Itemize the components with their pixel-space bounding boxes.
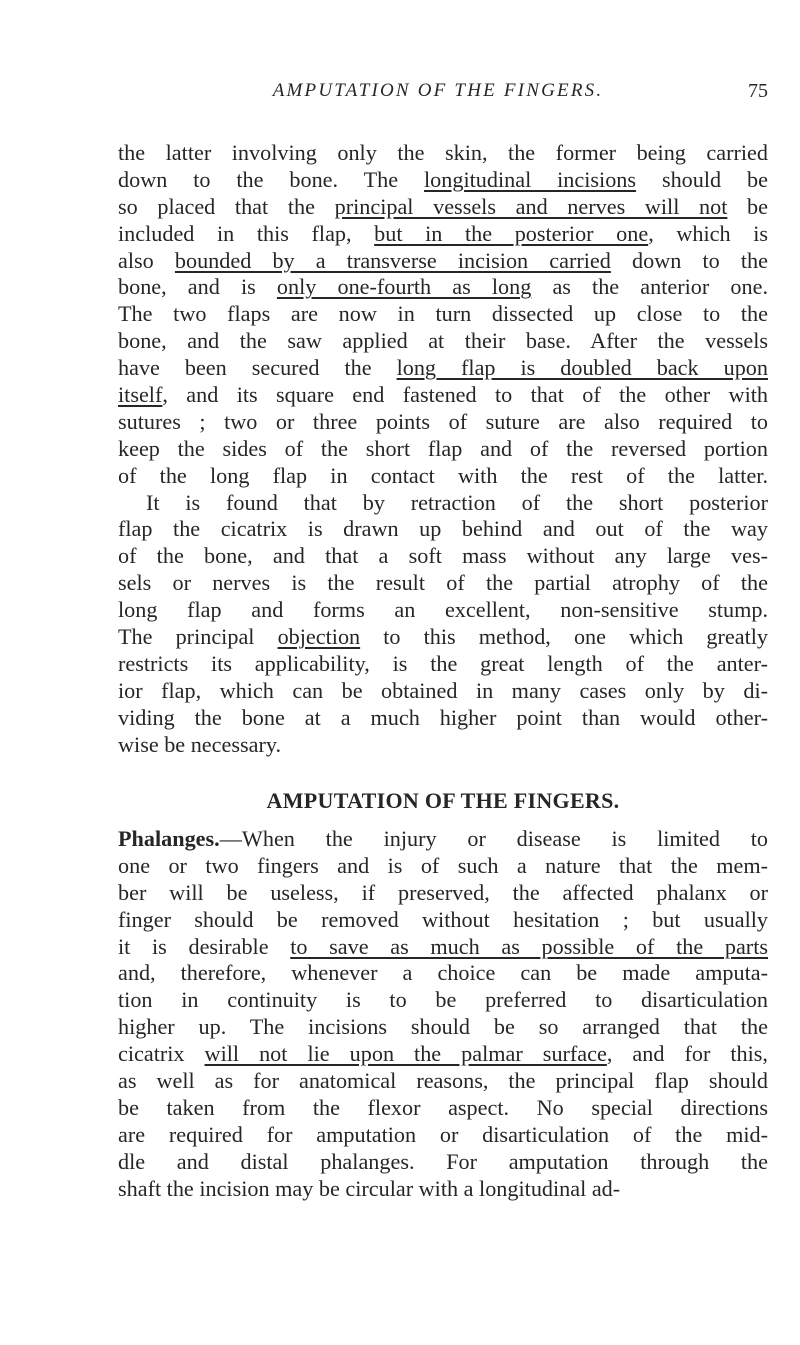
text-line: bone, and is only one-fourth as long as the anterior one. xyxy=(118,274,768,300)
text-line: flap the cicatrix is drawn up behind and out of the way xyxy=(118,516,768,542)
text-line: tion in continuity is to be preferred to disarticulation xyxy=(118,987,768,1013)
text-line: viding the bone at a much higher point than would other- xyxy=(118,704,768,730)
running-header xyxy=(118,80,768,106)
text-line: it is desirable to save as much as possible of the parts xyxy=(118,933,768,959)
text-line: ber will be useless, if preserved, the affected phalanx or xyxy=(118,879,768,905)
text-line: so placed that the principal vessels and nerves will not be xyxy=(118,193,768,219)
text-line: higher up. The incisions should be so arranged that the xyxy=(118,1014,768,1040)
text-line: also bounded by a transverse incision carried down to the xyxy=(118,247,768,273)
text-line: bone, and the saw applied at their base. After the vessels xyxy=(118,328,768,354)
text-line: be taken from the flexor aspect. No special directions xyxy=(118,1094,768,1120)
text-line: the latter involving only the skin, the former being carried xyxy=(118,140,768,165)
text-line: as well as for anatomical reasons, the principal flap should xyxy=(118,1068,768,1094)
text-line: keep the sides of the short flap and of the reversed portion xyxy=(118,435,768,461)
text-line: cicatrix will not lie upon the palmar surface, and for this, xyxy=(118,1041,768,1067)
text-line: included in this flap, but in the posterior one, which is xyxy=(118,220,768,246)
text-line: one or two fingers and is of such a nature that the mem- xyxy=(118,852,768,878)
text-line: wise be necessary. xyxy=(118,731,282,757)
text-line: The principal objection to this method, one which greatly xyxy=(118,624,768,650)
page-number: 75 xyxy=(748,80,768,102)
text-line: long flap and forms an excellent, non-sensitive stump. xyxy=(118,597,768,623)
text-line: restricts its applicability, is the great length of the anter- xyxy=(118,650,768,676)
text-line: Phalanges.—When the injury or disease is limited to xyxy=(118,826,768,851)
paragraph-phalanges xyxy=(118,826,768,1202)
text-line: sutures ; two or three points of suture are also required to xyxy=(118,408,768,434)
section-heading: AMPUTATION OF THE FINGERS. xyxy=(266,788,620,813)
text-line: have been secured the long flap is doubled back upon xyxy=(118,355,768,381)
paragraph-continued xyxy=(118,140,768,758)
text-line: itself, and its square end fastened to that of the other with xyxy=(118,382,768,408)
text-line: dle and distal phalanges. For amputation through the xyxy=(118,1148,768,1174)
text-line: and, therefore, whenever a choice can be made amputa- xyxy=(118,960,768,986)
text-line: are required for amputation or disarticulation of the mid- xyxy=(118,1121,768,1147)
text-line: finger should be removed without hesitation ; but usually xyxy=(118,906,768,932)
run-in-heading: Phalanges. xyxy=(118,826,220,851)
text-line: It is found that by retraction of the short posterior xyxy=(146,489,768,515)
text-line: down to the bone. The longitudinal incisions should be xyxy=(118,166,768,192)
text-line: shaft the incision may be circular with a longitudinal ad- xyxy=(118,1175,621,1201)
text-line: of the bone, and that a soft mass without any large ves- xyxy=(118,543,768,569)
text-line: of the long flap in contact with the rest of the latter. xyxy=(118,462,768,488)
text-line: sels or nerves is the result of the partial atrophy of the xyxy=(118,570,768,596)
text-line: The two flaps are now in turn dissected up close to the xyxy=(118,301,768,327)
text-line: ior flap, which can be obtained in many cases only by di- xyxy=(118,677,768,703)
running-title: AMPUTATION OF THE FINGERS. xyxy=(272,80,604,101)
